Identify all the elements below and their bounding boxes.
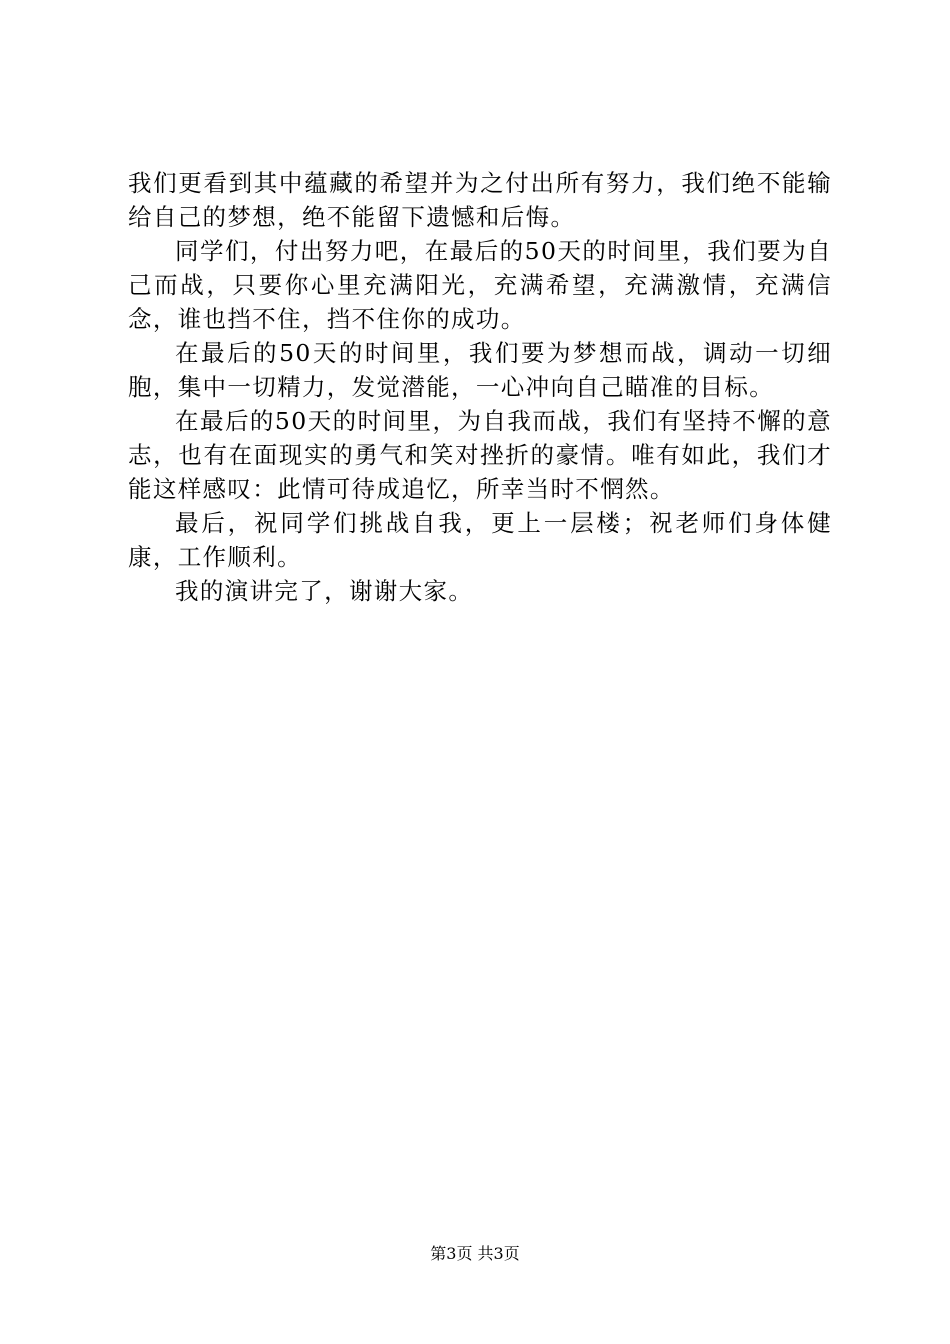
page-footer <box>0 1242 950 1266</box>
paragraph-1: 我们更看到其中蕴藏的希望并为之付出所有努力，我们绝不能输给自己的梦想，绝不能留下遗憾和后悔。 <box>128 169 832 231</box>
paragraph-3: 在最后的50天的时间里，我们要为梦想而战，调动一切细胞，集中一切精力，发觉潜能，一心冲向自己瞄准的目标。 <box>128 339 832 401</box>
paragraph-2: 同学们，付出努力吧，在最后的50天的时间里，我们要为自己而战，只要你心里充满阳光，充满希望，充满激情，充满信念，谁也挡不住，挡不住你的成功。 <box>128 237 832 333</box>
paragraph-4: 在最后的50天的时间里，为自我而战，我们有坚持不懈的意志，也有在面现实的勇气和笑对挫折的豪情。唯有如此，我们才能这样感叹：此情可待成追忆，所幸当时不惘然。 <box>128 407 832 503</box>
paragraph-5: 最后，祝同学们挑战自我，更上一层楼；祝老师们身体健康，工作顺利。 <box>128 509 832 571</box>
page-number-label: 第3页 共3页 <box>430 1244 520 1263</box>
document-body <box>128 166 832 608</box>
paragraph-6: 我的演讲完了，谢谢大家。 <box>175 577 474 605</box>
